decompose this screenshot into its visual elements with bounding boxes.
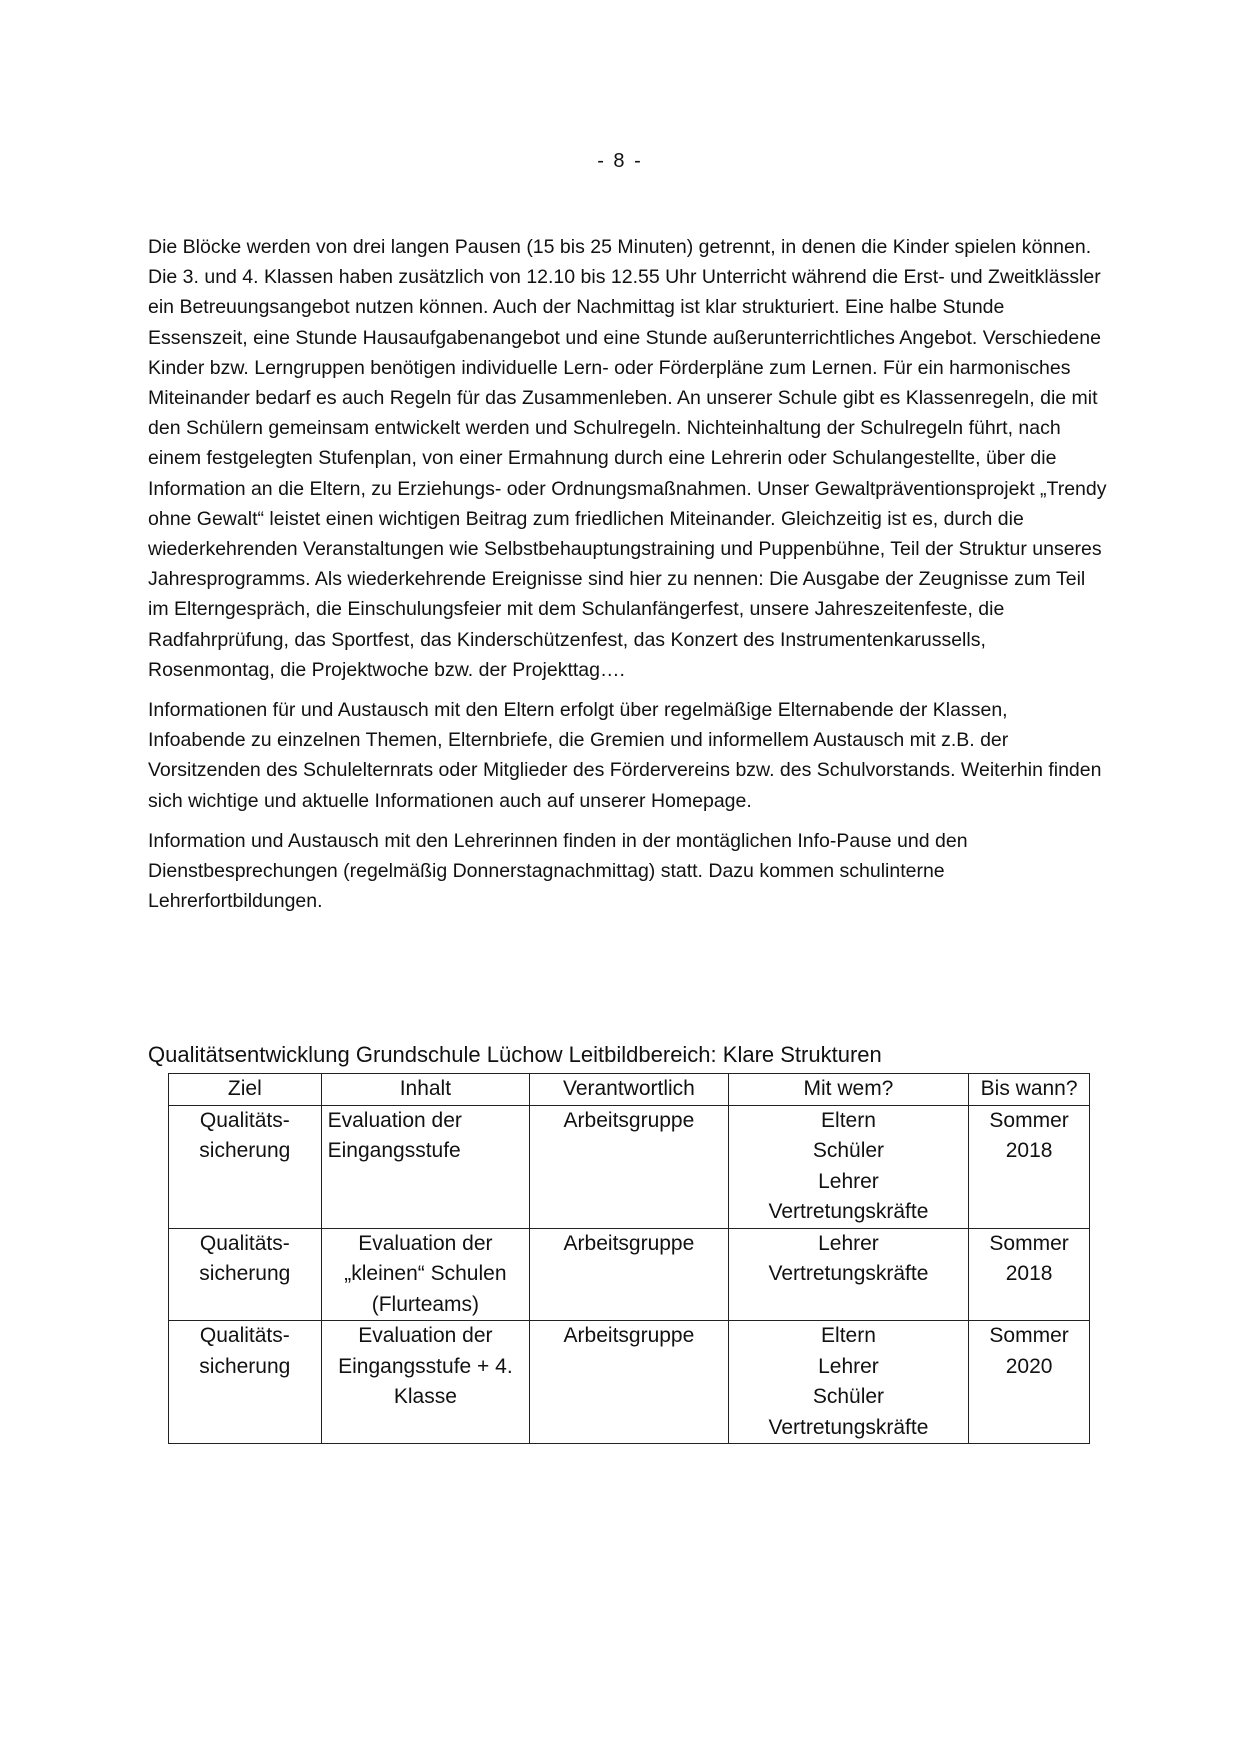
- cell-verantwortlich: Arbeitsgruppe: [530, 1228, 729, 1321]
- cell-line: sicherung: [199, 1139, 291, 1162]
- cell-line: Eltern: [821, 1324, 876, 1347]
- cell-inhalt: [321, 1321, 530, 1444]
- cell-line: Evaluation der: [358, 1324, 493, 1347]
- cell-ziel: [169, 1321, 322, 1444]
- cell-line: Qualitäts-: [199, 1324, 290, 1347]
- cell-line: Qualitäts-: [199, 1231, 290, 1255]
- cell-line: Vertretungskräfte: [768, 1415, 929, 1439]
- cell-line: Vertretungskräfte: [768, 1262, 929, 1285]
- cell-line: „kleinen“ Schulen: [344, 1262, 507, 1285]
- paragraph: Information und Austausch mit den Lehrerinnen finden in der montäglichen Info-Pause und den Dienstbesprechungen (regelmäßig Donnerstagnachmittag) statt. Dazu kommen schulinterne Lehrerfortbildungen.: [148, 829, 968, 913]
- cell-line: sicherung: [199, 1262, 291, 1285]
- table-header-row: [169, 1074, 1090, 1106]
- cell-line: Schüler: [812, 1385, 885, 1408]
- cell-inhalt: [321, 1228, 530, 1321]
- cell-inhalt: [321, 1105, 530, 1228]
- cell-mit-wem: [728, 1105, 968, 1228]
- cell-verantwortlich: Arbeitsgruppe: [530, 1321, 729, 1444]
- cell-ziel: [169, 1228, 322, 1321]
- header-mit-wem: Mit wem?: [728, 1074, 968, 1106]
- cell-line: 2020: [1005, 1354, 1053, 1378]
- header-bis-wann: Bis wann?: [969, 1074, 1090, 1106]
- body-text: [148, 232, 1108, 916]
- cell-ziel: [169, 1105, 322, 1228]
- table-row: [169, 1321, 1090, 1444]
- paragraph: Die 3. und 4. Klassen haben zusätzlich von 12.10 bis 12.55 Uhr Unterricht während die Erst- und Zweitklässler ein Betreuungsangebot nutzen können. Auch der Nachmittag ist klar strukturiert. Eine halbe Stunde Essenszeit, eine Stunde Hausaufgabenangebot und eine Stunde außerunterrichtliches Angebot. Verschiedene Kinder bzw. Lerngruppen benötigen individuelle Lern- oder Förderpläne zum Lernen. Für ein harmonisches Miteinander bedarf es auch Regeln für das Zusammenleben. An unserer Schule gibt es Klassenregeln, die mit den Schülern gemeinsam entwickelt werden und Schulregeln. Nichteinhaltung der Schulregeln führt, nach einem festgelegten Stufenplan, von einer Ermahnung durch eine Lehrerin oder Schulangestellte, über die Information an die Eltern, zu Erziehungs- oder Ordnungsmaßnahmen. Unser Gewaltpräventionsprojekt „Trendy ohne Gewalt“ leistet einen wichtigen Beitrag zum friedlichen Miteinander. Gleichzeitig ist es, durch die wiederkehrenden Veranstaltungen wie Selbstbehauptungstraining und Puppenbühne, Teil der Struktur unseres Jahresprogramms. Als wiederkehrende Ereignisse sind hier zu nennen: Die Ausgabe der Zeugnisse zum Teil im Elterngespräch, die Einschulungsfeier mit dem Schulanfängerfest, unsere Jahreszeitenfeste, die Radfahrprüfung, das Sportfest, das Kinderschützenfest, das Konzert des Instrumentenkarussells, Rosenmontag, die Projektwoche bzw. der Projekttag….: [148, 266, 1107, 681]
- cell-line: Evaluation der: [327, 1108, 462, 1132]
- cell-line: Eltern: [821, 1108, 876, 1132]
- cell-line: Sommer: [989, 1324, 1069, 1347]
- cell-line: Eingangsstufe: [327, 1139, 461, 1162]
- cell-line: Lehrer: [818, 1169, 879, 1193]
- cell-mit-wem: [728, 1228, 968, 1321]
- cell-line: 2018: [1005, 1262, 1053, 1285]
- cell-line: Klasse: [393, 1385, 457, 1408]
- cell-line: Qualitäts-: [199, 1108, 290, 1132]
- cell-mit-wem: [728, 1321, 968, 1444]
- cell-line: Eingangsstufe + 4.: [338, 1354, 513, 1378]
- page-number: - 8 -: [597, 150, 643, 172]
- cell-line: Lehrer: [818, 1231, 879, 1255]
- cell-bis-wann: [969, 1228, 1090, 1321]
- cell-line: (Flurteams): [371, 1292, 480, 1316]
- header-inhalt: Inhalt: [321, 1074, 530, 1106]
- header-verantwortlich: Verantwortlich: [530, 1074, 729, 1106]
- quality-table: [168, 1073, 1090, 1444]
- cell-line: Lehrer: [818, 1354, 879, 1378]
- cell-line: Evaluation der: [358, 1231, 493, 1255]
- cell-line: Sommer: [989, 1231, 1069, 1255]
- header-ziel: Ziel: [169, 1074, 322, 1106]
- cell-line: 2018: [1005, 1139, 1053, 1162]
- cell-line: Schüler: [812, 1139, 885, 1162]
- paragraph: Informationen für und Austausch mit den Eltern erfolgt über regelmäßige Elternabende der Klassen, Infoabende zu einzelnen Themen, Elternbriefe, die Gremien und informellem Austausch mit z.B. der Vorsitzenden des Schulelternrats oder Mitglieder des Fördervereins bzw. des Schulvorstands. Weiterhin finden sich wichtige und aktuelle Informationen auch auf unserer Homepage.: [148, 699, 1102, 812]
- paragraph: Die Blöcke werden von drei langen Pausen (15 bis 25 Minuten) getrennt, in denen die Kinder spielen können.: [148, 236, 1092, 258]
- cell-line: sicherung: [199, 1354, 291, 1378]
- cell-line: Vertretungskräfte: [768, 1200, 929, 1223]
- table-caption: Qualitätsentwicklung Grundschule Lüchow Leitbildbereich: Klare Strukturen: [148, 1042, 882, 1067]
- cell-bis-wann: [969, 1321, 1090, 1444]
- table-row: [169, 1105, 1090, 1228]
- cell-bis-wann: [969, 1105, 1090, 1228]
- cell-verantwortlich: Arbeitsgruppe: [530, 1105, 729, 1228]
- table-row: [169, 1228, 1090, 1321]
- cell-line: Sommer: [989, 1108, 1069, 1132]
